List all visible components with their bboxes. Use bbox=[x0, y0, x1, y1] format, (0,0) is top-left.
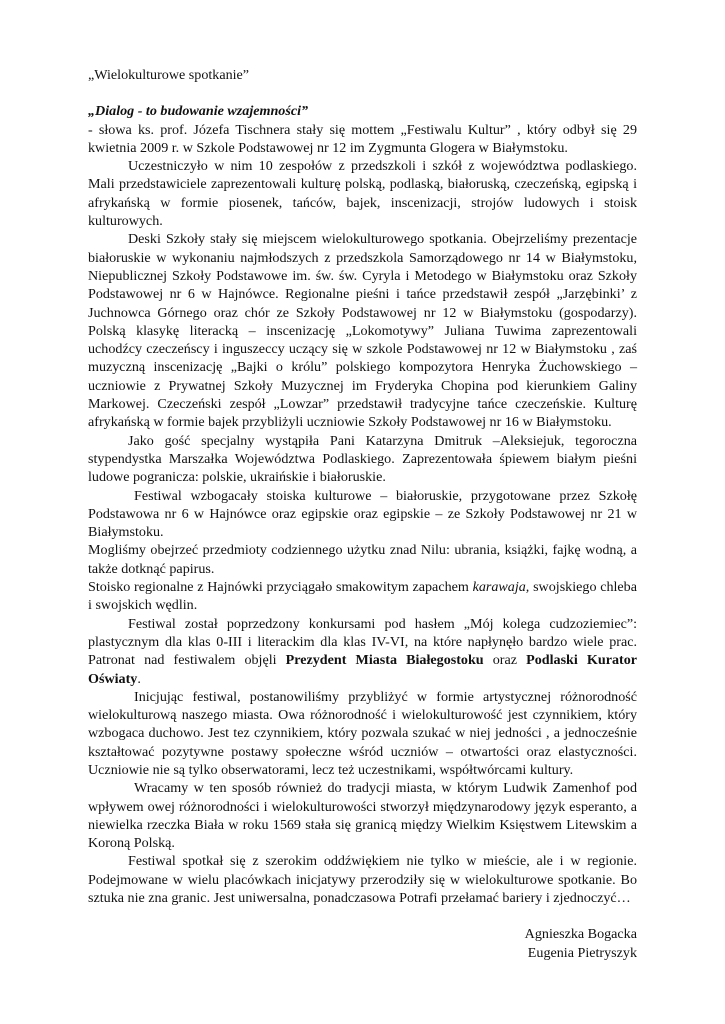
patron-curator: Podlaski Kurator Oświaty bbox=[88, 652, 638, 687]
paragraph-participants: Uczestniczyło w nim 10 zespołów z przedszkoli i szkół z województwa podlaskiego. Mali przedstawiciele zaprezentowali kulturę polską, podlaską, białoruską, czeczeńską, egipską i afrykańską w formie piosenek, tańców, bajek, inscenizacji, strojów ludowych i stoisk kulturowych. bbox=[88, 158, 637, 230]
paragraph-zamenhof: Wracamy w ten sposób również do tradycji miasta, w którym Ludwik Zamenhof pod wpływem owej różnorodności i wielokulturowości stworzył międzynarodowy język esperanto, a niewielka rzeczka Biała w roku 1569 stała się granicą między Wielkim Księstwem Litewskim a Koroną Polską. bbox=[88, 780, 637, 852]
paragraph-contests bbox=[88, 615, 637, 688]
spacer bbox=[88, 84, 637, 102]
signature-block bbox=[88, 925, 637, 962]
paragraph-nile: Mogliśmy obejrzeć przedmioty codziennego użytku znad Nilu: ubrania, książki, fajkę wodną, a także dotknąć papirus. bbox=[88, 542, 637, 577]
hajnowka-text-pre: Stoisko regionalne z Hajnówki przyciągało smakowitym zapachem bbox=[88, 579, 473, 596]
karawaj-word: karawaja, bbox=[472, 579, 530, 596]
paragraph-diversity: Inicjując festiwal, postanowiliśmy przybliżyć w formie artystycznej różnorodność wielokulturową naszego miasta. Owa różnorodność i wielokulturowość jest czynnikiem, który wzbogaca duchowo. Jest tez czynnikiem, który pozwala szukać w niej jedności , a jednocześnie kształtować pozytywne postawy społeczne wśród uczniów – otwartości oraz elastyczności. Uczniowie nie są tylko obserwatorami, lecz też uczestnikami, współtwórcami kultury. bbox=[88, 688, 637, 778]
contests-text-pre: Festiwal został poprzedzony konkursami pod hasłem „Mój kolega cudzoziemiec”: plastycznym dla klas 0-III i literackim dla klas IV-VI, na które napłynęło bardzo wiele prac. Patronat nad festiwalem objęli bbox=[88, 615, 637, 669]
paragraph-presentations: Deski Szkoły stały się miejscem wielokulturowego spotkania. Obejrzeliśmy prezentacje białoruskie w wykonaniu najmłodszych z przedszkola Samorządowego nr 14 w Białymstoku, Niepublicznej Szkoły Podstawowe im. św. św. Cyryla i Metodego w Białymstoku oraz Szkoły Podstawowej nr 6 w Hajnówce. Regionalne pieśni i tańce przedstawił zespół „Jarzębinki’ z Juchnowca Górnego oraz chór ze Szkoły Podstawowej nr 12 w Białymstoku (gospodarzy). Polską klasykę literacką – inscenizację „Lokomotywy” Juliana Tuwima zaprezentowali uchodźcy czeczeńscy i inguszeccy uczący się w szkole Podstawowej nr 12 w Białymstoku , zaś muzyczną inscenizację „Bajki o królu” polskiego kompozytora Henryka Żuchowskiego – uczniowie z Prywatnej Szkoły Muzycznej im Fryderyka Chopina pod kierunkiem Galiny Markowej. Czeczeński zespół „Lowzar” przedstawił tradycyjne tańce czeczeńskie. Kulturę afrykańską w formie bajek przybliżyli uczniowie Szkoły Podstawowej nr 16 w Białymstoku. bbox=[88, 231, 637, 431]
intro-paragraph: - słowa ks. prof. Józefa Tischnera stały się mottem „Festiwalu Kultur” , który odbył się 29 kwietnia 2009 r. w Szkole Podstawowej nr 12 im Zygmunta Glogera w Białymstoku. bbox=[88, 121, 637, 156]
contests-text-mid: oraz bbox=[483, 652, 527, 669]
author-name: Eugenia Pietryszyk bbox=[527, 944, 637, 961]
author-name: Agnieszka Bogacka bbox=[524, 926, 637, 943]
patron-president: Prezydent Miasta Białegostoku bbox=[285, 652, 484, 669]
paragraph-stands: Festiwal wzbogacały stoiska kulturowe – białoruskie, przygotowane przez Szkołę Podstawowa nr 6 w Hajnówce oraz egipskie oraz egipskie – ze Szkoły Podstawowej nr 21 w Białymstoku. bbox=[88, 487, 637, 541]
hajnowka-text-post: swojskiego chleba i swojskich wędlin. bbox=[88, 579, 637, 614]
document-heading: „Wielokulturowe spotkanie” bbox=[88, 67, 250, 83]
document-subtitle: „Dialog - to budowanie wzajemności” bbox=[88, 103, 309, 120]
contests-text-end: . bbox=[137, 670, 141, 687]
paragraph-special-guest: Jako gość specjalny wystąpiła Pani Katarzyna Dmitruk –Aleksiejuk, tegoroczna stypendystka Marszałka Województwa Podlaskiego. Zaprezentowała śpiewem białym pieśni ludowe pogranicza: polskie, ukraińskie i białoruskie. bbox=[88, 432, 637, 486]
paragraph-reception: Festiwal spotkał się z szerokim oddźwiękiem nie tylko w mieście, ale i w regionie. Podejmowane w wielu placówkach inicjatywy przerodziły się w wielokulturowe spotkanie. Bo sztuka nie zna granic. Jest uniwersalna, ponadczasowa Potrafi przełamać bariery i zjednoczyć… bbox=[88, 853, 637, 907]
paragraph-hajnowka-stand bbox=[88, 578, 637, 615]
